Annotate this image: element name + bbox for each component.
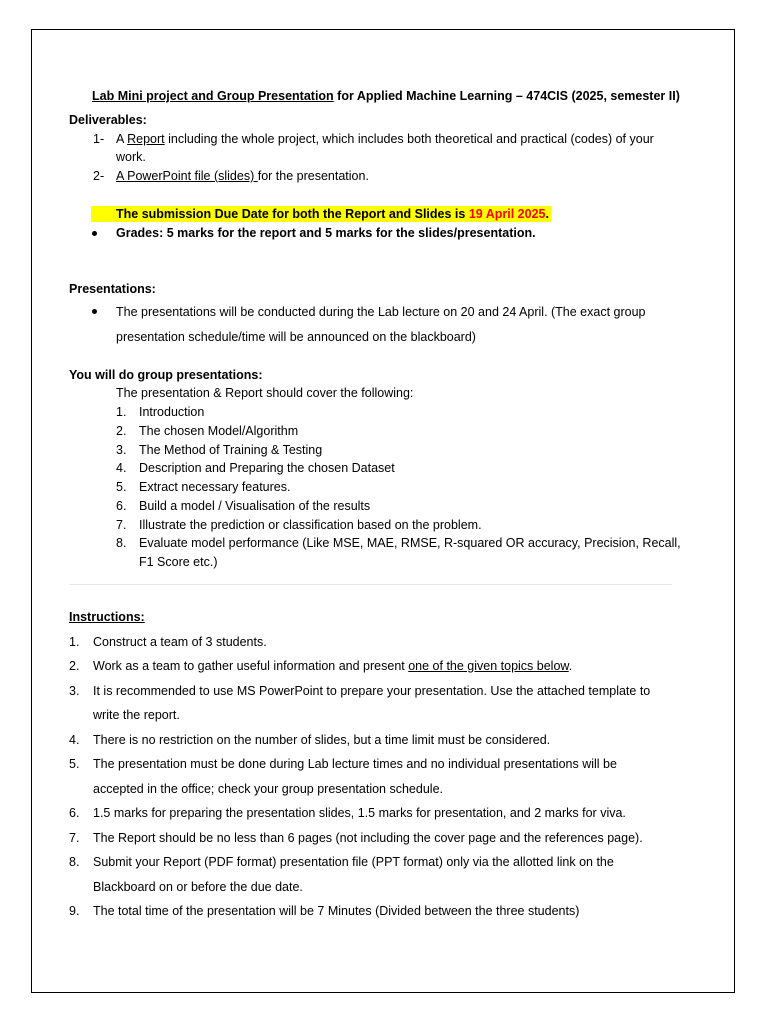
topic-number: 1. — [116, 405, 127, 419]
instruction-item: Submit your Report (PDF format) presentation file (PPT format) only via the allotted link on the — [93, 855, 614, 869]
title-rest: for Applied Machine Learning – 474CIS (2025, semester II) — [333, 89, 680, 103]
instruction-number: 6. — [69, 806, 80, 820]
instruction-item: The total time of the presentation will be 7 Minutes (Divided between the three students) — [93, 904, 580, 918]
instruction-item: 1.5 marks for preparing the presentation slides, 1.5 marks for presentation, and 2 marks for viva. — [93, 806, 626, 820]
instruction-number: 9. — [69, 904, 80, 918]
instruction-number: 4. — [69, 733, 80, 747]
instruction-number: 1. — [69, 635, 80, 649]
instructions-heading: Instructions: — [69, 610, 145, 624]
topic-item: Evaluate model performance (Like MSE, MAE, RMSE, R-squared OR accuracy, Precision, Recall, — [139, 536, 681, 550]
topic-number: 7. — [116, 518, 127, 532]
deliverables-heading: Deliverables: — [69, 113, 147, 127]
topic-item: The Method of Training & Testing — [139, 443, 323, 457]
instruction-item: The Report should be no less than 6 pages (not including the cover page and the references page). — [93, 831, 643, 845]
topics-link: one of the given topics below — [408, 659, 569, 673]
grades-line: Grades: 5 marks for the report and 5 marks for the slides/presentation. — [116, 226, 536, 240]
instruction-number: 5. — [69, 757, 80, 771]
deliverable-1-post: including the whole project, which includes both theoretical and practical (codes) of your — [164, 132, 654, 146]
instruction-item: There is no restriction on the number of slides, but a time limit must be considered. — [93, 733, 551, 747]
topic-number: 4. — [116, 461, 127, 475]
topic-number: 3. — [116, 443, 127, 457]
instruction-item: Construct a team of 3 students. — [93, 635, 267, 649]
deliverable-1-number: 1- — [93, 132, 105, 146]
powerpoint-link: A PowerPoint file (slides) — [116, 169, 258, 183]
topic-number: 2. — [116, 424, 127, 438]
title-underlined: Lab Mini project and Group Presentation — [92, 89, 334, 103]
due-date-value: 19 April 2025 — [468, 207, 546, 221]
topic-item: The chosen Model/Algorithm — [139, 424, 299, 438]
instruction-item — [93, 658, 572, 674]
presentations-line-1: The presentations will be conducted during the Lab lecture on 20 and 24 April. (The exact group — [116, 305, 646, 319]
instruction-item: It is recommended to use MS PowerPoint to prepare your presentation. Use the attached template to — [93, 684, 651, 698]
topic-number: 6. — [116, 499, 127, 513]
deliverable-2-number: 2- — [93, 169, 105, 183]
document-title — [92, 88, 680, 104]
deliverable-1-pre: A — [116, 132, 128, 146]
due-date-line — [91, 206, 551, 222]
section-divider — [69, 584, 672, 585]
group-heading: You will do group presentations: — [69, 368, 263, 382]
instruction-continuation: Blackboard on or before the due date. — [93, 880, 303, 894]
due-date-end: . — [545, 207, 549, 221]
topic-item: Description and Preparing the chosen Dataset — [139, 461, 395, 475]
topic-item: Extract necessary features. — [139, 480, 291, 494]
instruction-continuation: accepted in the office; check your group presentation schedule. — [93, 782, 443, 796]
instruction-number: 2. — [69, 659, 80, 673]
group-intro: The presentation & Report should cover the following: — [116, 386, 414, 400]
instruction-continuation: write the report. — [93, 708, 180, 722]
instruction-2-pre: Work as a team to gather useful information and present — [93, 659, 409, 673]
deliverable-2-post: for the presentation. — [257, 169, 369, 183]
topic-number: 8. — [116, 536, 127, 550]
deliverable-1-continuation: work. — [116, 150, 146, 164]
bullet-icon — [92, 231, 97, 236]
topic-item-continuation: F1 Score etc.) — [139, 555, 218, 569]
topic-item: Illustrate the prediction or classification based on the problem. — [139, 518, 482, 532]
instruction-item: The presentation must be done during Lab lecture times and no individual presentations will be — [93, 757, 617, 771]
report-link: Report — [127, 132, 165, 146]
instruction-2-post: . — [568, 659, 573, 673]
topic-number: 5. — [116, 480, 127, 494]
due-date-text: The submission Due Date for both the Report and Slides is — [116, 207, 469, 221]
topic-item: Build a model / Visualisation of the results — [139, 499, 371, 513]
presentations-heading: Presentations: — [69, 282, 156, 296]
deliverable-2-text — [116, 168, 369, 184]
bullet-icon — [92, 309, 97, 314]
deliverable-1-text — [116, 131, 654, 147]
presentations-line-2: presentation schedule/time will be announced on the blackboard) — [116, 330, 476, 344]
topic-item: Introduction — [139, 405, 205, 419]
instruction-number: 8. — [69, 855, 80, 869]
instruction-number: 7. — [69, 831, 80, 845]
instruction-number: 3. — [69, 684, 80, 698]
